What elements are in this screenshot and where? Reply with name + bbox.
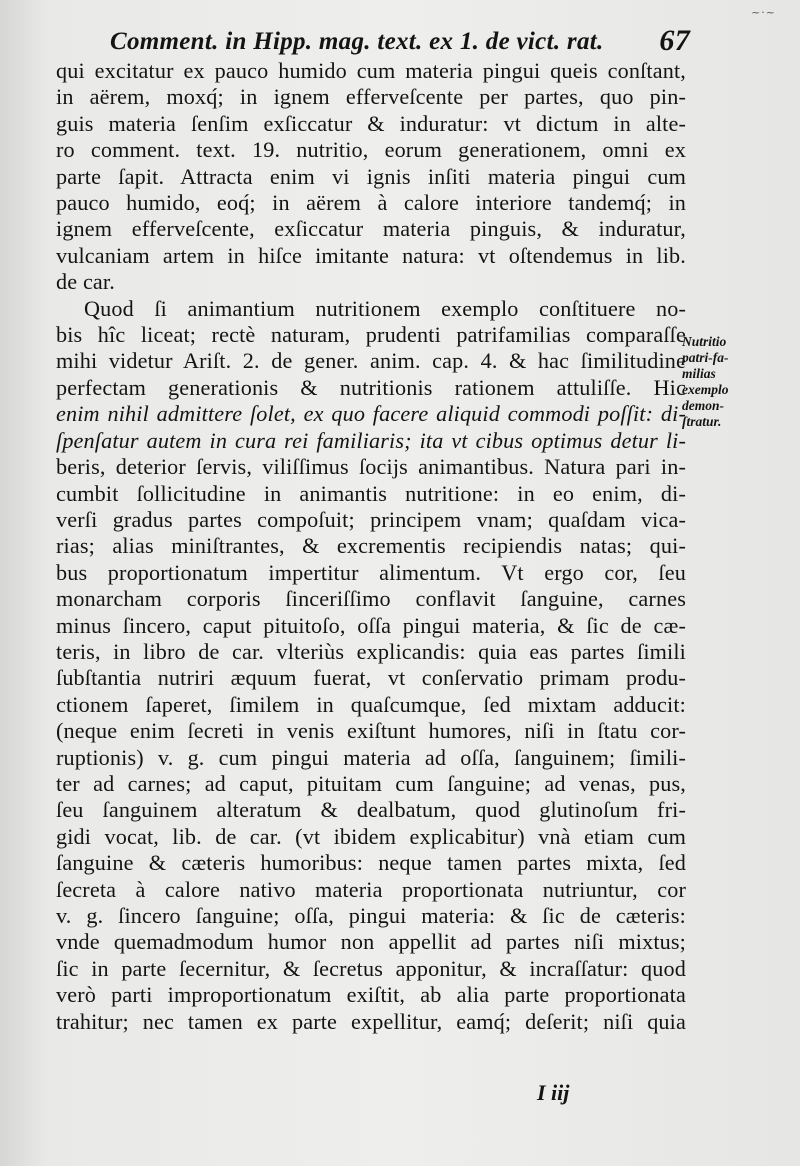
text-line-last: de car. — [56, 269, 115, 295]
text-line: cumbit ſollicitudine in animantis nutritione: in eo enim, di- — [56, 480, 686, 506]
text-line: monarcham corporis ſinceriſſimo conflavit ſanguine, carnes — [56, 586, 686, 612]
paragraph-2 — [56, 296, 686, 1035]
text-line: verò parti improportionatum exiſtit, ab alia parte proportionata — [56, 982, 686, 1008]
text-line: mihi videtur Ariſt. 2. de gener. anim. cap. 4. & hac ſimilitudine — [56, 348, 686, 374]
text-line: ſanguine & cæteris humoribus: neque tamen partes mixta, ſed — [56, 850, 686, 876]
text-line: bis hîc liceat; rectè naturam, prudenti patrifamilias comparaſſe — [56, 322, 686, 348]
text-line: pauco humido, eoq́; in aërem à calore interiore tandemq́; in — [56, 190, 686, 216]
text-line-italic: enim nihil admittere ſolet, ex quo facere aliquid commodi poſſit: di- — [56, 401, 686, 427]
text-line: ſecreta à calore nativo materia proportionata nutriuntur, cor — [56, 876, 686, 902]
text-line: ſubſtantia nutriri æquum fuerat, vt conſervatio primam produ- — [56, 665, 686, 691]
text-line: qui excitatur ex pauco humido cum materia pingui queis conſtant, — [56, 58, 686, 83]
margin-line: milias — [682, 366, 716, 381]
text-line: teris, in libro de car. vlteriùs explicandis: quia eas partes ſimili — [56, 638, 686, 664]
text-line: ruptionis) v. g. cum pingui materia ad oſſa, ſanguinem; ſimili- — [56, 744, 686, 770]
text-line-indented: Quod ſi animantium nutritionem exemplo conſtituere no- — [84, 295, 686, 321]
text-line-italic: ſpenſatur autem in cura rei familiaris; ita vt cibus optimus detur li- — [56, 427, 686, 453]
margin-line: Nutritio — [682, 334, 727, 349]
page-header — [110, 22, 690, 62]
text-line: (neque enim ſecreti in venis exiſtunt humores, niſi in ſtatu cor- — [56, 718, 686, 744]
margin-line: demon- — [682, 398, 724, 413]
main-text — [56, 58, 686, 1035]
text-line: ro comment. text. 19. nutritio, eorum generationem, omni ex — [56, 137, 686, 163]
text-line: rias; alias miniſtrantes, & excrementis recipiendis natas; qui- — [56, 533, 686, 559]
margin-line: exemplo — [682, 382, 729, 397]
paragraph-1 — [56, 58, 686, 296]
text-line: ſeu ſanguinem alteratum & dealbatum, quod glutinoſum fri- — [56, 797, 686, 823]
corner-mark: ~·~ — [751, 6, 776, 19]
text-line: trahitur; nec tamen ex parte expellitur, eamq́; deſerit; niſi quia — [56, 1008, 686, 1034]
text-line: beris, deterior ſervis, viliſſimus ſocijs animantibus. Natura pari in- — [56, 454, 686, 480]
running-title: Comment. in Hipp. mag. text. ex 1. de vict. rat. — [110, 28, 604, 55]
marginal-note — [682, 334, 792, 430]
text-line: in aërem, moxq́; in ignem efferveſcente per partes, quo pin- — [56, 84, 686, 110]
text-line: verſi gradus partes compoſuit; principem vnam; quaſdam vica- — [56, 506, 686, 532]
text-line: ctionem ſaperet, ſimilem in quaſcumque, ſed mixtam adducit: — [56, 691, 686, 717]
text-line: vulcaniam artem in hiſce imitante natura: vt oſtendemus in lib. — [56, 242, 686, 268]
signature-mark: I iij — [537, 1080, 570, 1105]
text-line: gidi vocat, lib. de car. (vt ibidem explicabitur) vnà etiam cum — [56, 823, 686, 849]
text-line: ignem efferveſcente, exſiccatur materia pinguis, & induratur, — [56, 216, 686, 242]
text-line: ſic in parte ſecernitur, & ſecretus apponitur, & incraſſatur: quod — [56, 955, 686, 981]
text-line: v. g. ſincero ſanguine; oſſa, pingui materia: & ſic de cæteris: — [56, 903, 686, 928]
text-line: vnde quemadmodum humor non appellit ad partes niſi mixtus; — [56, 929, 686, 955]
text-line: guis materia ſenſim exſiccatur & induratur: vt dictum in alte- — [56, 110, 686, 136]
margin-line: patri-fa- — [682, 350, 729, 365]
margin-line: ſtratur. — [682, 414, 722, 429]
text-line: bus proportionatum impertitur alimentum. Vt ergo cor, ſeu — [56, 559, 686, 585]
page-number: 67 — [659, 24, 690, 57]
text-line: ter ad carnes; ad caput, pituitam cum ſanguine; ad venas, pus, — [56, 770, 686, 796]
text-line: perfectam generationis & nutritionis rationem attuliſſe. Hic — [56, 374, 686, 400]
text-line: minus ſincero, caput pituitoſo, oſſa pingui materia, & ſic de cæ- — [56, 612, 686, 638]
text-line: parte ſapit. Attracta enim vi ignis inſiti materia pingui cum — [56, 163, 686, 189]
